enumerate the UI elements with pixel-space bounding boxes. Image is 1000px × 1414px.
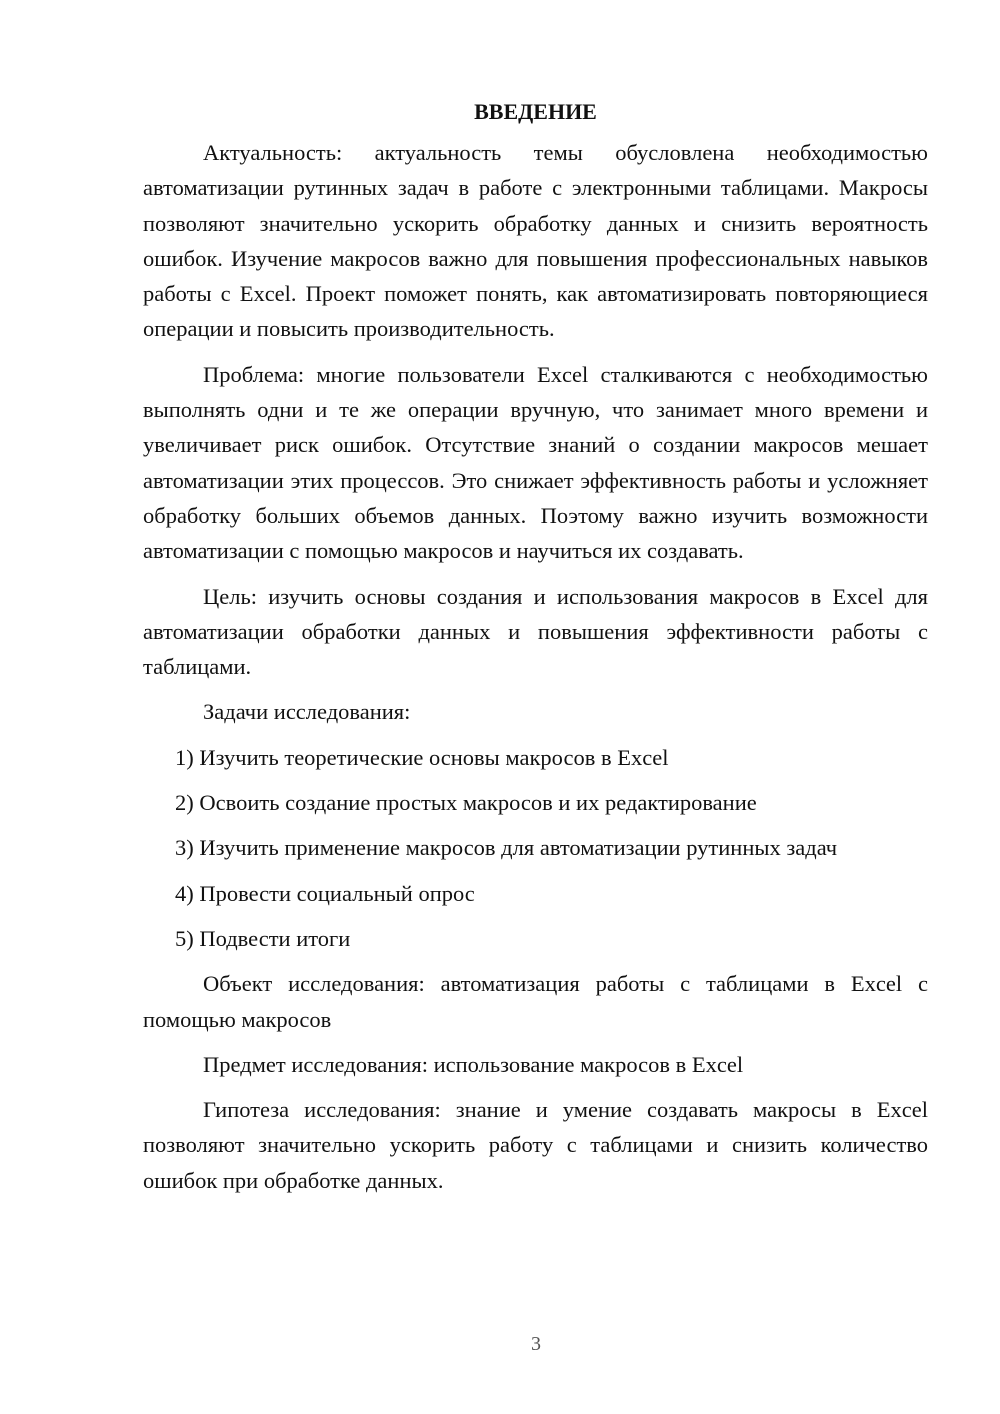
paragraph-relevance: Актуальность: актуальность темы обусловлена необходимостью автоматизации рутинных задач в работе с электронными таблицами. Макросы позволяют значительно ускорить обработку данных и снизить вероятность ошибок. Изучение макросов важно для повышения профессиональных навыков работы с Excel. Проект поможет понять, как автоматизировать повторяющиеся операции и повысить производительность.: [143, 140, 928, 342]
paragraph-tasks-heading: Задачи исследования:: [203, 699, 411, 725]
section-title: ВВЕДЕНИЕ: [474, 99, 597, 124]
list-item: 1) Изучить теоретические основы макросов в Excel: [175, 744, 669, 770]
list-item: 5) Подвести итоги: [175, 925, 351, 951]
paragraph-object: Объект исследования: автоматизация работы с таблицами в Excel с помощью макросов: [143, 971, 928, 1032]
tasks-list: [143, 740, 928, 956]
paragraph-goal: Цель: изучить основы создания и использования макросов в Excel для автоматизации обработки данных и повышения эффективности работы с таблицами.: [143, 583, 928, 680]
paragraph-hypothesis: Гипотеза исследования: знание и умение создавать макросы в Excel позволяют значительно ускорить работу с таблицами и снизить количество ошибок при обработке данных.: [143, 1097, 928, 1193]
list-item: 2) Освоить создание простых макросов и их редактирование: [175, 790, 757, 816]
paragraph-subject: Предмет исследования: использование макросов в Excel: [203, 1051, 744, 1077]
list-item: 3) Изучить применение макросов для автоматизации рутинных задач: [175, 835, 838, 861]
list-item: 4) Провести социальный опрос: [175, 880, 475, 906]
page-content: [143, 94, 928, 1208]
paragraph-problem: Проблема: многие пользователи Excel сталкиваются с необходимостью выполнять одни и те же операции вручную, что занимает много времени и увеличивает риск ошибок. Отсутствие знаний о создании макросов мешает автоматизации этих процессов. Это снижает эффективность работы и усложняет обработку больших объемов данных. Поэтому важно изучить возможности автоматизации с помощью макросов и научиться их создавать.: [143, 361, 928, 564]
page-number: 3: [531, 1333, 541, 1355]
